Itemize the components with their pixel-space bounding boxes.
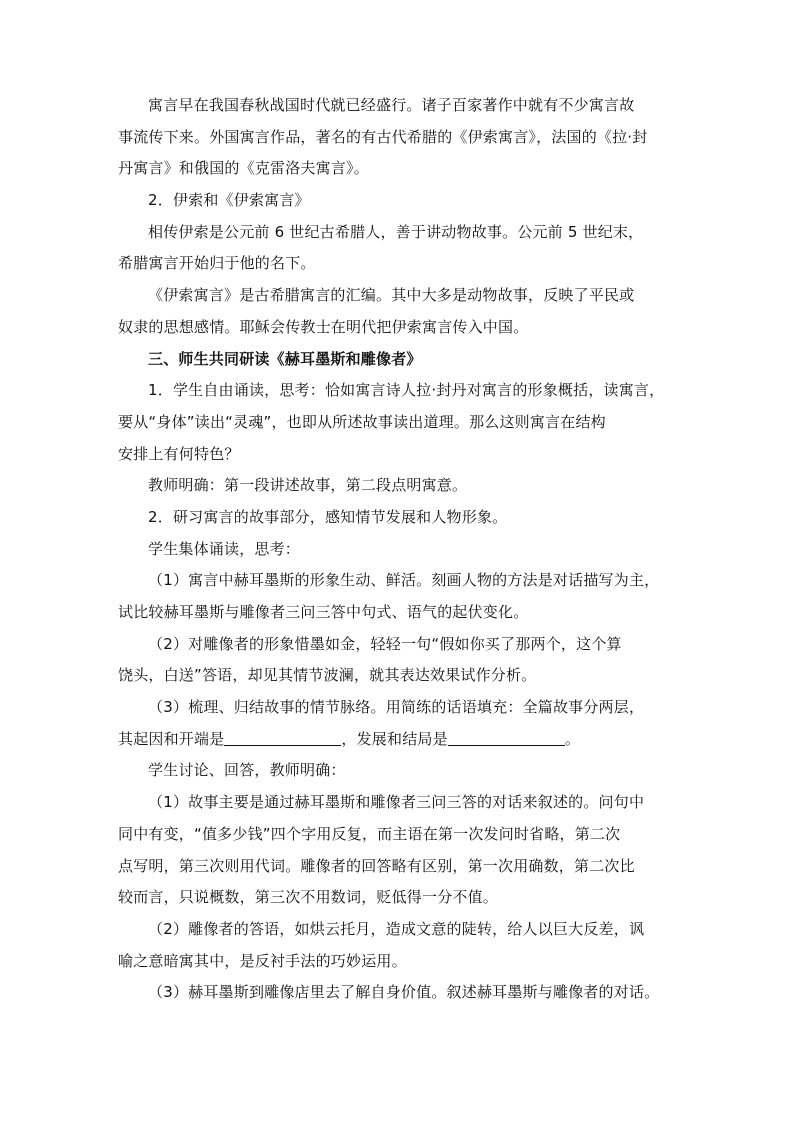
document-page [118, 90, 678, 1009]
paragraph-discussion [118, 755, 678, 787]
fill-middle: ，发展和结局是 [341, 729, 448, 748]
text-line: 试比较赫耳墨斯与雕像者三问三答中句式、语气的起伏变化。 [118, 603, 529, 621]
section-heading-three [118, 344, 678, 376]
text-line: 2．研习寓言的故事部分，感知情节发展和人物形象。 [148, 507, 508, 526]
text-line: 事流传下来。外国寓言作品，著名的有古代希腊的《伊索寓言》，法国的《拉·封 [118, 127, 648, 146]
text-line: （3）赫耳墨斯到雕像店里去了解自身价值。叙述赫耳墨斯与雕像者的对话。 [148, 983, 660, 1002]
text-line: 学生讨论、回答，教师明确： [148, 761, 346, 780]
paragraph-aesop-collection [118, 280, 678, 343]
fill-blank-cause[interactable] [224, 729, 341, 746]
text-line: 希腊寓言开始归于他的名下。 [118, 254, 316, 273]
paragraph-question-3 [118, 692, 678, 755]
text-line: 奴隶的思想感情。耶稣会传教士在明代把伊索寓言传入中国。 [118, 317, 529, 336]
text-line: （2）雕像者的答语，如烘云托月，造成文意的陡转，给人以巨大反差，讽 [148, 919, 645, 938]
text-line: （3）梳理、归结故事的情节脉络。用简练的话语填充：全篇故事分两层， [148, 698, 645, 717]
paragraph-fable-origin [118, 90, 678, 185]
text-line: （2）对雕像者的形象惜墨如金，轻轻一句“假如你买了那两个，这个算 [148, 634, 622, 653]
text-line: 饶头，白送”答语，却见其情节波澜，就其表达效果试作分析。 [118, 666, 537, 685]
paragraph-group-reading [118, 534, 678, 566]
paragraph-teacher-answer-1 [118, 470, 678, 502]
text-line: （1）寓言中赫耳墨斯的形象生动、鲜活。刻画人物的方法是对话描写为主， [148, 571, 660, 590]
text-line: 同中有变，“值多少钱”四个字用反复，而主语在第一次发问时省略，第二次 [118, 824, 621, 843]
fill-blank-development[interactable] [448, 729, 565, 746]
text-line: 教师明确：第一段讲述故事，第二段点明寓意。 [148, 476, 468, 495]
section-heading-text: 三、师生共同研读《赫耳墨斯和雕像者》 [148, 349, 422, 368]
fill-prefix: 其起因和开端是 [118, 729, 225, 748]
text-line: 《伊索寓言》是古希腊寓言的汇编。其中大多是动物故事，反映了平民或 [148, 286, 635, 305]
paragraph-question-2 [118, 629, 678, 692]
text-line: 寓言早在我国春秋战国时代就已经盛行。诸子百家著作中就有不少寓言故 [148, 96, 635, 114]
text-line: 要从“身体”读出“灵魂”，也即从所述故事读出道理。那么这则寓言在结构 [118, 412, 606, 431]
text-line: 点写明，第三次则用代词。雕像者的回答略有区别，第一次用确数，第二次比 [118, 856, 635, 875]
paragraph-task-2 [118, 502, 678, 534]
text-line: （1）故事主要是通过赫耳墨斯和雕像者三问三答的对话来叙述的。问句中 [148, 793, 645, 812]
paragraph-task-1 [118, 375, 678, 470]
paragraph-aesop-bio [118, 217, 678, 280]
text-line: 学生集体诵读，思考： [148, 539, 301, 558]
subheading-aesop [118, 185, 678, 217]
text-line: 丹寓言》和俄国的《克雷洛夫寓言》。 [118, 159, 369, 178]
fill-in-line [118, 724, 678, 756]
subheading-text: 2．伊索和《伊索寓言》 [148, 191, 310, 210]
fill-suffix: 。 [564, 729, 581, 748]
text-line: 1．学生自由诵读，思考：恰如寓言诗人拉·封丹对寓言的形象概括，读寓言， [148, 381, 665, 400]
text-line: 相传伊索是公元前 6 世纪古希腊人，善于讲动物故事。公元前 5 世纪末， [148, 222, 644, 241]
paragraph-answer-3 [118, 977, 678, 1009]
paragraph-question-1 [118, 565, 678, 628]
text-line: 较而言，只说概数，第三次不用数词，贬低得一分不值。 [118, 888, 499, 907]
text-line: 安排上有何特色？ [118, 444, 240, 463]
paragraph-answer-1 [118, 787, 678, 914]
text-line: 喻之意暗寓其中，是反衬手法的巧妙运用。 [118, 951, 407, 970]
paragraph-answer-2 [118, 914, 678, 977]
